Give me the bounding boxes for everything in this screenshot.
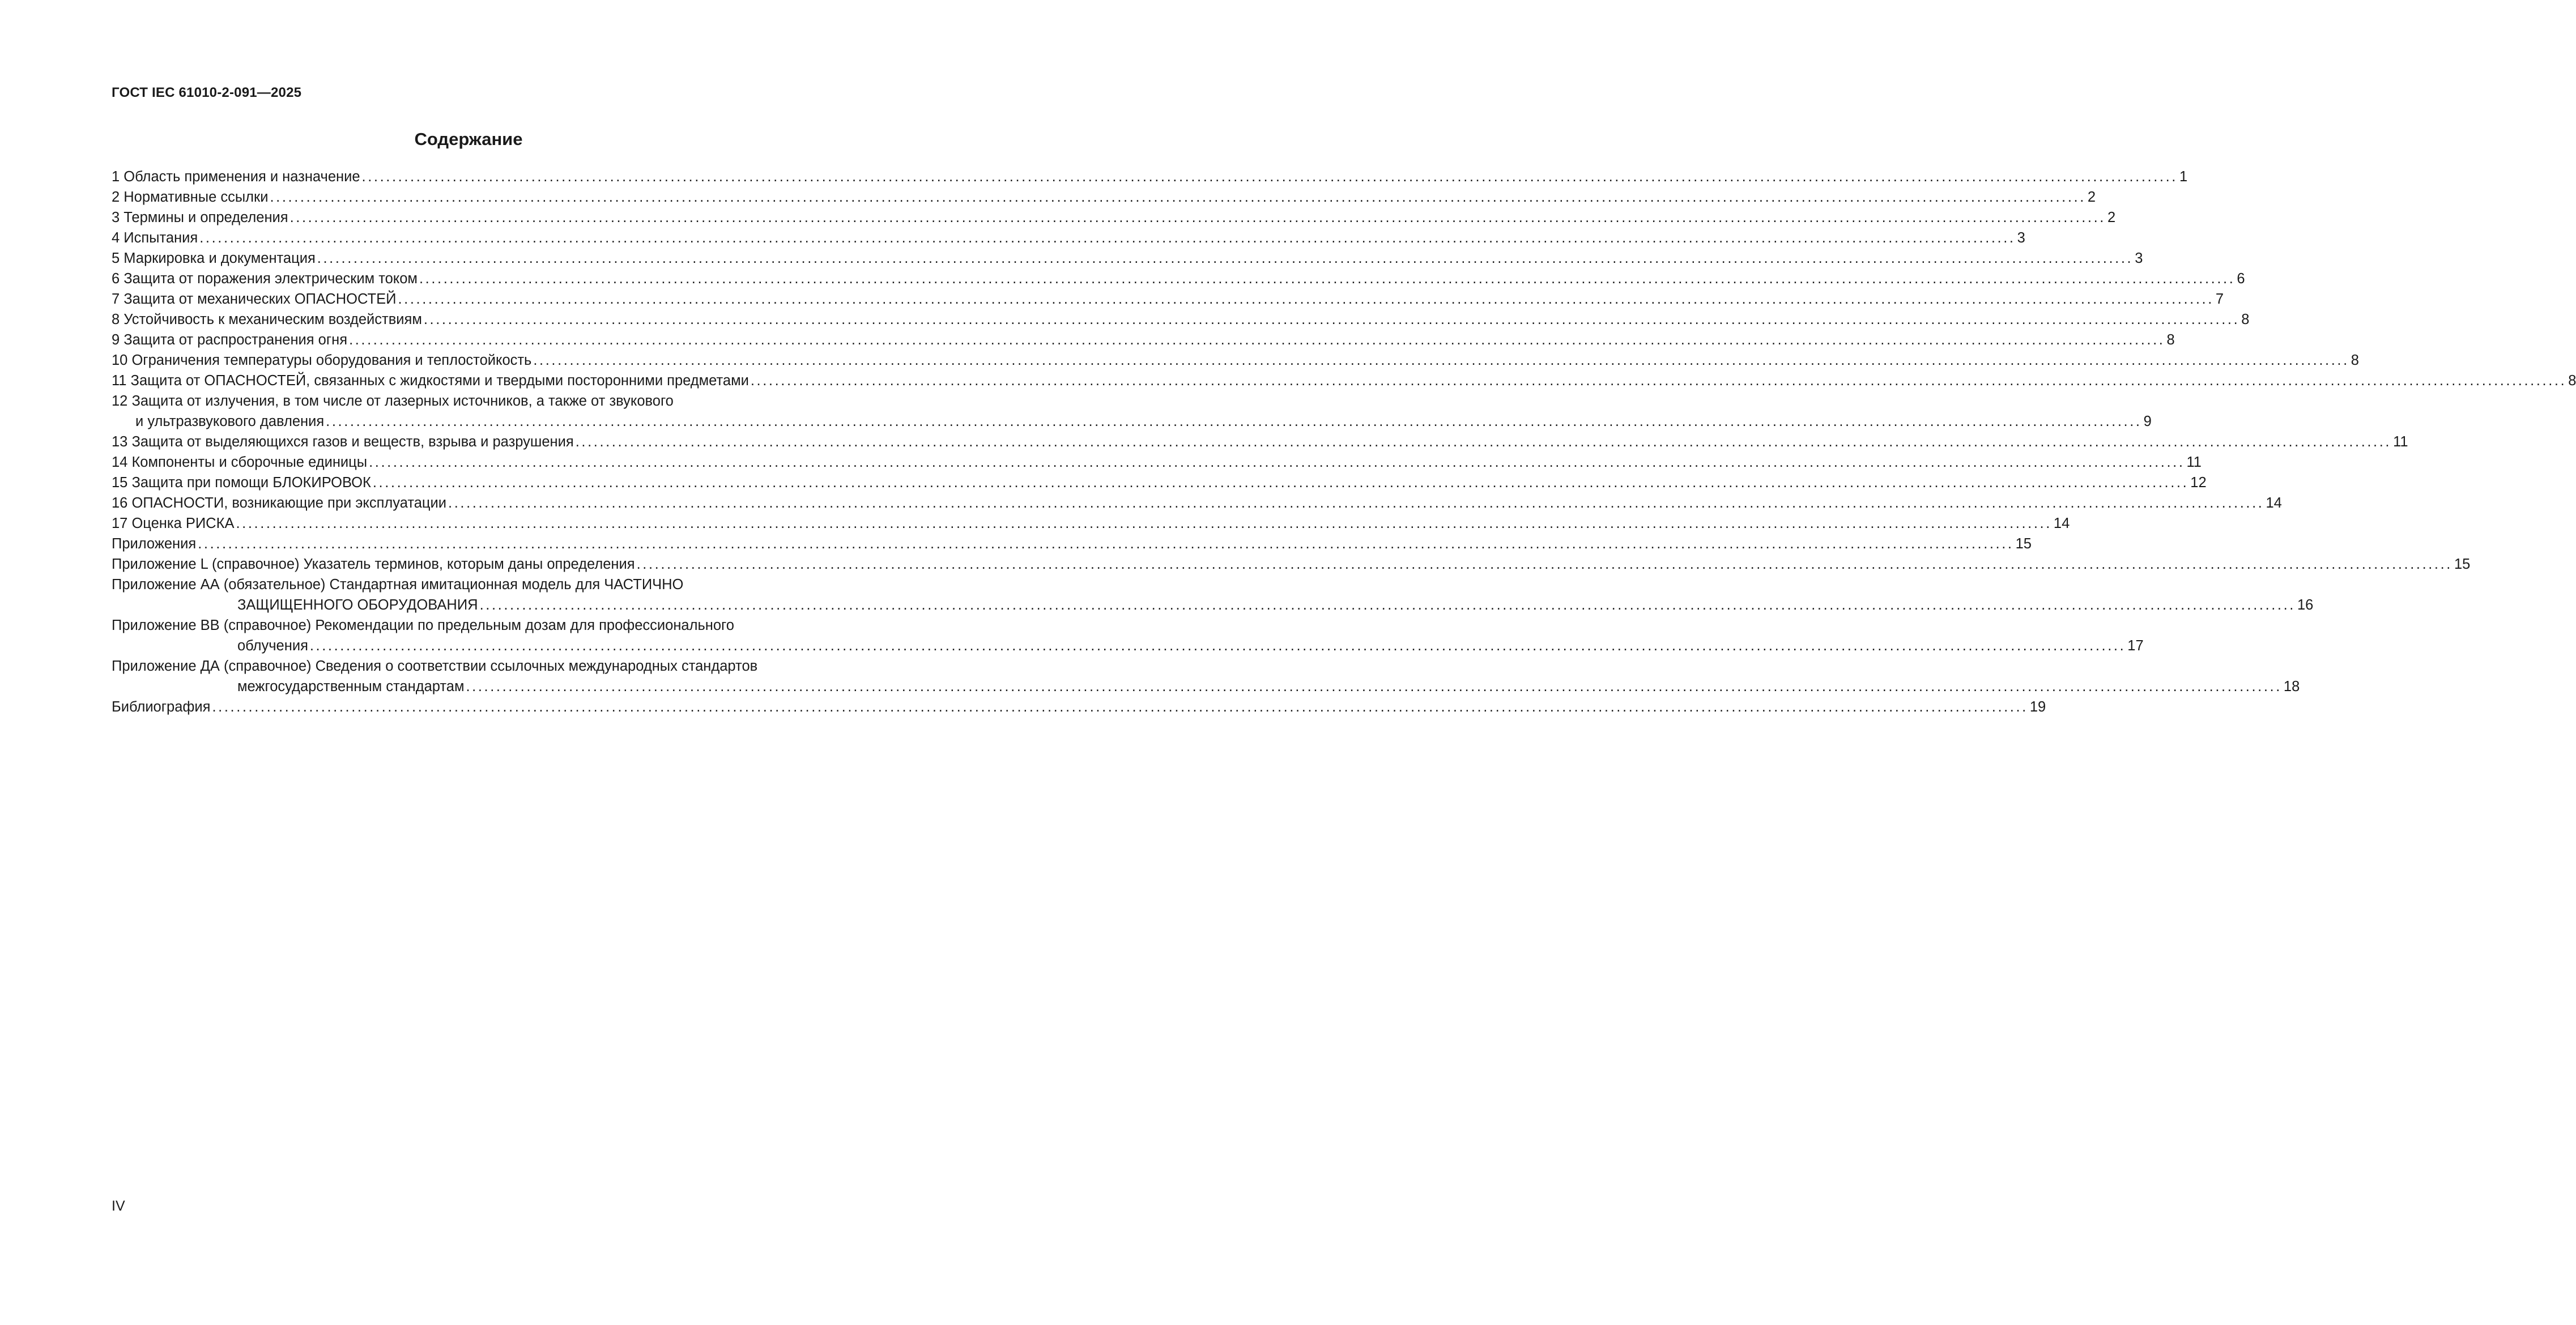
toc-entry-page: 3: [2135, 250, 2143, 266]
toc-entry-page: 17: [2127, 638, 2144, 654]
toc-entry-title: Приложения: [112, 536, 197, 552]
toc-entry-title-continuation: облучения: [237, 638, 308, 654]
toc-leader-dots: ............................................................................................................................................................................................................................................................................................................: [212, 699, 2028, 715]
toc-entry-title: 16 ОПАСНОСТИ, возникающие при эксплуатации: [112, 495, 447, 511]
toc-entry-continuation[interactable]: [112, 676, 2300, 697]
toc-entry-continuation[interactable]: [112, 636, 2144, 656]
toc-entry[interactable]: [112, 615, 872, 636]
toc-entry-page: 18: [2283, 679, 2300, 695]
toc-entry-page: 8: [2166, 332, 2175, 348]
toc-entry[interactable]: [112, 309, 2250, 330]
toc-entry-page: 7: [2215, 291, 2224, 307]
toc-entry-page: 11: [2393, 434, 2408, 450]
toc-leader-dots: ............................................................................................................................................................................................................................................................................................................: [419, 271, 2236, 287]
toc-entry-page: 11: [2186, 454, 2202, 470]
toc-entry[interactable]: [112, 513, 2070, 534]
toc-entry-page: 2: [2087, 189, 2096, 205]
toc-entry[interactable]: [112, 554, 2471, 574]
toc-entry-title: Библиография: [112, 699, 211, 715]
toc-entry[interactable]: [112, 432, 2408, 452]
toc-entry-continuation[interactable]: [112, 595, 2314, 615]
toc-entry-page: 8: [2241, 312, 2250, 327]
toc-entry-title: 17 Оценка РИСКА: [112, 515, 235, 531]
toc-leader-dots: ............................................................................................................................................................................................................................................................................................................: [236, 515, 2052, 531]
toc-entry-page: 14: [2053, 515, 2070, 531]
toc-entry-title: 12 Защита от излучения, в том числе от лазерных источников, а также от звукового: [112, 393, 674, 409]
toc-leader-dots: ............................................................................................................................................................................................................................................................................................................: [750, 373, 2567, 389]
page-title: Содержание: [414, 129, 523, 149]
toc-entry[interactable]: [112, 187, 2096, 207]
toc-leader-dots: ............................................................................................................................................................................................................................................................................................................: [326, 414, 2142, 429]
toc-entry-title: 11 Защита от ОПАСНОСТЕЙ, связанных с жидкостями и твердыми посторонними предметами: [112, 373, 749, 389]
toc-entry[interactable]: [112, 330, 2175, 350]
toc-leader-dots: ............................................................................................................................................................................................................................................................................................................: [636, 556, 2452, 572]
toc-entry-title: Приложение АА (обязательное) Стандартная имитационная модель для ЧАСТИЧНО: [112, 577, 684, 593]
toc-entry[interactable]: [112, 289, 2224, 309]
toc-entry[interactable]: [112, 452, 2202, 472]
toc-leader-dots: ............................................................................................................................................................................................................................................................................................................: [575, 434, 2392, 450]
toc-entry-page: 2: [2107, 210, 2116, 225]
toc-entry[interactable]: [112, 350, 2359, 370]
toc-entry-page: 8: [2568, 373, 2576, 389]
toc-entry[interactable]: [112, 207, 2116, 228]
toc-leader-dots: ............................................................................................................................................................................................................................................................................................................: [270, 189, 2086, 205]
toc-leader-dots: ............................................................................................................................................................................................................................................................................................................: [423, 312, 2240, 327]
toc-leader-dots: ............................................................................................................................................................................................................................................................................................................: [372, 475, 2189, 491]
toc-entry-title: Приложение ДА (справочное) Сведения о соответствии ссылочных международных стандартов: [112, 658, 758, 674]
toc-entry-page: 12: [2190, 475, 2207, 491]
toc-entry-page: 14: [2266, 495, 2282, 511]
toc-leader-dots: ............................................................................................................................................................................................................................................................................................................: [448, 495, 2264, 511]
toc-entry-title: 9 Защита от распространения огня: [112, 332, 348, 348]
toc-entry-title-continuation: и ультразвукового давления: [135, 414, 325, 429]
toc-entry[interactable]: [112, 167, 2188, 187]
toc-entry[interactable]: [112, 228, 2025, 248]
toc-entry[interactable]: [112, 472, 2207, 493]
toc-entry-page: 16: [2297, 597, 2314, 613]
toc-entry-page: 15: [2454, 556, 2471, 572]
toc-leader-dots: ............................................................................................................................................................................................................................................................................................................: [361, 169, 2178, 185]
toc-entry-title-continuation: межгосударственным стандартам: [237, 679, 465, 695]
toc-entry-title: 13 Защита от выделяющихся газов и веществ, взрыва и разрушения: [112, 434, 574, 450]
toc-entry[interactable]: [112, 391, 872, 411]
toc-entry-page: 8: [2351, 352, 2359, 368]
toc-entry[interactable]: [112, 574, 872, 595]
toc-entry-title: 3 Термины и определения: [112, 210, 288, 225]
toc-entry[interactable]: [112, 269, 2245, 289]
toc-entry-title: 6 Защита от поражения электрическим током: [112, 271, 418, 287]
toc-entry[interactable]: [112, 248, 2143, 269]
toc-entry-title: 7 Защита от механических ОПАСНОСТЕЙ: [112, 291, 397, 307]
toc-entry-title: Приложение ВВ (справочное) Рекомендации по предельным дозам для профессионального: [112, 617, 734, 633]
toc-entry[interactable]: [112, 534, 2032, 554]
document-id-header: ГОСТ IEC 61010-2-091—2025: [112, 85, 302, 100]
toc-entry-page: 6: [2237, 271, 2245, 287]
toc-entry-title: 10 Ограничения температуры оборудования и теплостойкость: [112, 352, 532, 368]
toc-entry-title: 5 Маркировка и документация: [112, 250, 316, 266]
toc-entry-page: 9: [2143, 414, 2152, 429]
toc-entry-title: 1 Область применения и назначение: [112, 169, 360, 185]
toc-leader-dots: ............................................................................................................................................................................................................................................................................................................: [398, 291, 2214, 307]
toc-entry[interactable]: [112, 697, 2046, 717]
toc-entry-page: 3: [2017, 230, 2025, 246]
page-number-footer: IV: [112, 1198, 125, 1214]
toc-entry-title: 8 Устойчивость к механическим воздействиям: [112, 312, 422, 327]
toc-leader-dots: ............................................................................................................................................................................................................................................................................................................: [479, 597, 2296, 613]
toc-entry[interactable]: [112, 656, 872, 676]
toc-leader-dots: ............................................................................................................................................................................................................................................................................................................: [289, 210, 2106, 225]
toc-leader-dots: ............................................................................................................................................................................................................................................................................................................: [349, 332, 2165, 348]
toc-entry[interactable]: [112, 370, 2576, 391]
toc-leader-dots: ............................................................................................................................................................................................................................................................................................................: [309, 638, 2126, 654]
toc-leader-dots: ............................................................................................................................................................................................................................................................................................................: [533, 352, 2349, 368]
toc-entry-title: 14 Компоненты и сборочные единицы: [112, 454, 368, 470]
toc-entry-title-continuation: ЗАЩИЩЕННОГО ОБОРУДОВАНИЯ: [237, 597, 478, 613]
toc-entry-title: 4 Испытания: [112, 230, 198, 246]
toc-leader-dots: ............................................................................................................................................................................................................................................................................................................: [466, 679, 2282, 695]
toc-entry-page: 1: [2179, 169, 2188, 185]
table-of-contents: [112, 167, 2576, 717]
toc-leader-dots: ............................................................................................................................................................................................................................................................................................................: [198, 536, 2014, 552]
toc-leader-dots: ............................................................................................................................................................................................................................................................................................................: [369, 454, 2185, 470]
toc-entry-title: 2 Нормативные ссылки: [112, 189, 269, 205]
toc-entry-page: 19: [2029, 699, 2046, 715]
toc-entry-title: 15 Защита при помощи БЛОКИРОВОК: [112, 475, 371, 491]
toc-entry-title: Приложение L (справочное) Указатель терминов, которым даны определения: [112, 556, 635, 572]
toc-leader-dots: ............................................................................................................................................................................................................................................................................................................: [199, 230, 2016, 246]
toc-entry-page: 15: [2015, 536, 2032, 552]
toc-entry[interactable]: [112, 493, 2282, 513]
toc-leader-dots: ............................................................................................................................................................................................................................................................................................................: [317, 250, 2134, 266]
toc-entry-continuation[interactable]: [112, 411, 2152, 432]
